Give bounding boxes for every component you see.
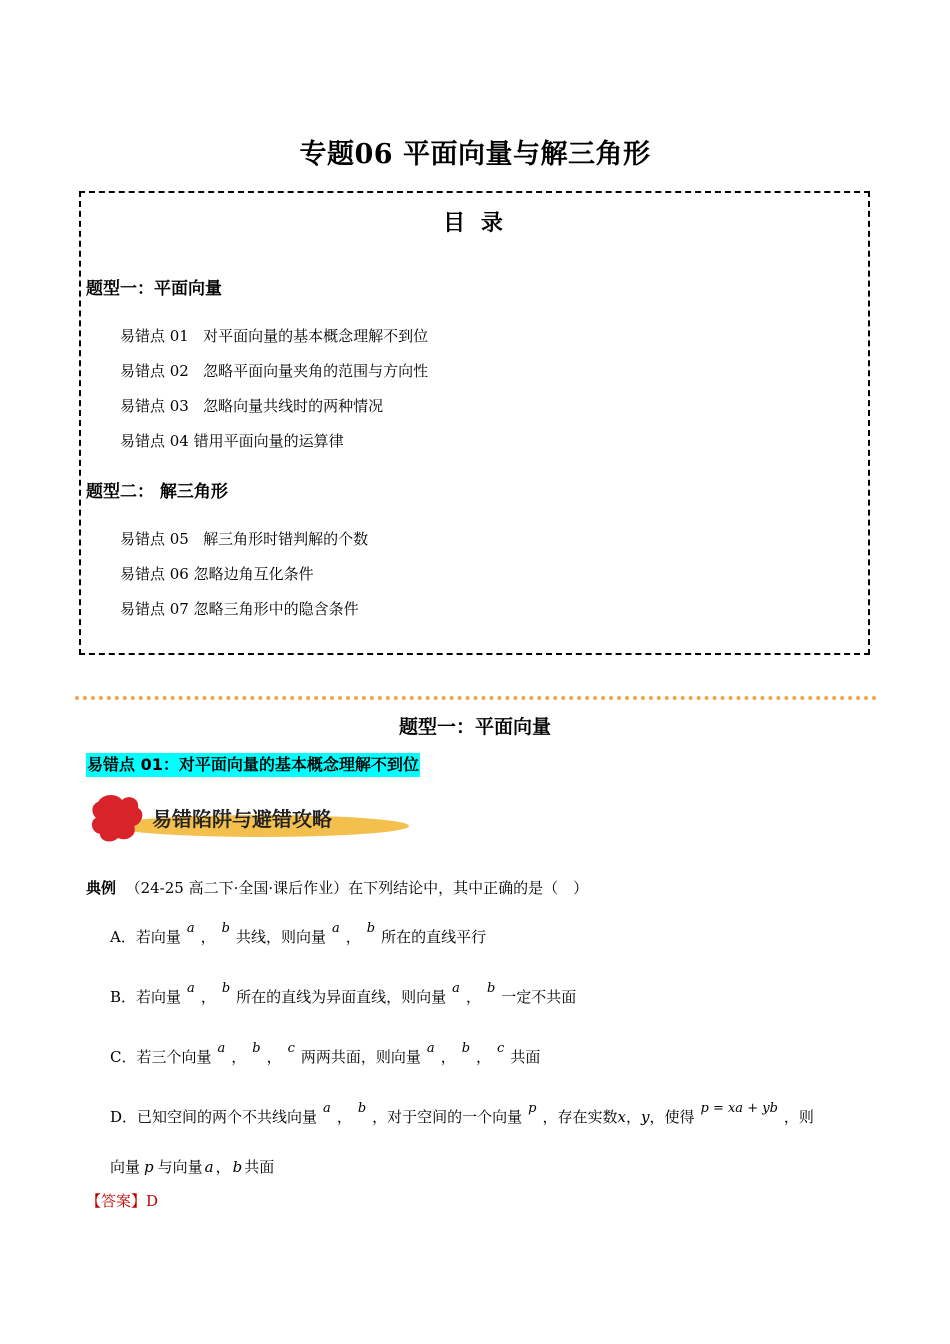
option-letter: B． [110,988,137,1006]
toc-item-code: 易错点 05 [120,530,189,548]
toc-section-2[interactable]: 题型二： 解三角形 [86,482,228,502]
toc-item-04[interactable] [120,430,344,451]
comma: ， [476,1048,492,1066]
option-text: 已知空间的两个不共线向量 [137,1108,318,1126]
toc-item-text: 忽略边角互化条件 [193,565,314,583]
banner-splash-icon [92,795,142,841]
option-text: 所在的直线平行 [381,928,487,946]
equation: p = xa + yb [700,1101,778,1116]
option-text: 一定不共面 [501,988,577,1006]
toc-item-07[interactable] [120,598,359,619]
toc-section-1[interactable]: 题型一：平面向量 [86,279,222,299]
var-b: b [232,1158,243,1176]
error-point-title: 易错点 01：对平面向量的基本概念理解不到位 [86,753,420,777]
var-a: a [217,1041,226,1056]
option-text: 两两共面，则向量 [300,1048,421,1066]
example-question [86,877,588,898]
section-divider [75,696,877,700]
var-b: b [461,1041,471,1056]
var-p: p [144,1158,154,1176]
var-a: a [187,981,195,996]
option-text: 共面 [510,1048,541,1066]
toc-item-code: 易错点 06 [120,565,189,583]
option-a[interactable] [110,921,487,947]
toc-item-text: 忽略向量共线时的两种情况 [203,397,384,415]
var-b: b [486,981,496,996]
toc-item-code: 易错点 07 [120,600,189,618]
toc-item-code: 易错点 02 [120,362,189,380]
var-a: a [426,1041,435,1056]
page-title: 专题06 平面向量与解三角形 [299,139,651,170]
var-b: b [252,1041,261,1056]
var-b: b [357,1101,367,1116]
toc-item-text: 解三角形时错判解的个数 [203,530,369,548]
option-text: ，使得 [649,1108,695,1126]
option-text: 若向量 [136,988,182,1006]
example-source: （24-25 高二下·全国·课后作业）在下列结论中，其中正确的是（ ） [125,879,589,897]
option-letter: D． [110,1108,138,1126]
toc-heading: 目 录 [443,211,507,236]
answer: 【答案】D [86,1192,159,1210]
option-text: 共面 [244,1158,275,1176]
section-heading: 题型一：平面向量 [398,716,551,738]
toc-item-text: 错用平面向量的运算律 [193,432,344,450]
toc-item-text: 对平面向量的基本概念理解不到位 [203,327,429,345]
var-b: b [221,921,230,936]
toc-item-code: 易错点 04 [120,432,189,450]
toc-item-02[interactable] [120,360,428,381]
comma: ， [345,928,361,946]
toc-box [79,191,870,655]
example-label: 典例 [86,879,117,897]
option-letter: A． [110,928,136,946]
option-text: 若向量 [135,928,181,946]
option-c[interactable] [110,1041,541,1067]
toc-item-code: 易错点 03 [120,397,189,415]
var-a: a [204,1158,214,1176]
comma: ， [215,1158,231,1176]
var-a: a [331,921,340,936]
option-letter: C． [110,1048,137,1066]
comma: ， [200,928,216,946]
option-d[interactable] [110,1101,814,1127]
option-text: ，存在实数 [542,1108,618,1126]
var-b: b [221,981,231,996]
comma: ， [440,1048,456,1066]
toc-item-text: 忽略三角形中的隐含条件 [193,600,359,618]
var-b: b [366,921,376,936]
option-text: 若三个向量 [136,1048,212,1066]
comma: ， [231,1048,247,1066]
option-text: 共线，则向量 [235,928,326,946]
toc-item-01[interactable] [120,325,428,346]
option-b[interactable] [110,981,577,1007]
comma: ， [465,988,481,1006]
var-c: c [497,1041,505,1056]
comma: ， [200,988,216,1006]
var-a: a [452,981,460,996]
toc-item-05[interactable] [120,528,368,549]
comma: ， [266,1048,282,1066]
option-d-line2 [110,1156,274,1177]
var-x: x [617,1108,626,1126]
var-c: c [287,1041,295,1056]
toc-item-text: 忽略平面向量夹角的范围与方向性 [203,362,429,380]
toc-item-06[interactable] [120,563,314,584]
var-a: a [323,1101,331,1116]
var-y: y [641,1108,650,1126]
option-text: ，则 [783,1108,814,1126]
option-text: 与向量 [157,1158,203,1176]
toc-item-03[interactable] [120,395,383,416]
banner-text: 易错陷阱与避错攻略 [152,807,332,831]
option-text: ，对于空间的一个向量 [372,1108,523,1126]
var-a: a [186,921,195,936]
option-text: 所在的直线为异面直线，则向量 [236,988,447,1006]
comma: ， [336,1108,352,1126]
toc-item-code: 易错点 01 [120,327,189,345]
var-p: p [528,1101,537,1116]
option-text: 向量 [110,1158,141,1176]
comma: ， [625,1108,641,1126]
